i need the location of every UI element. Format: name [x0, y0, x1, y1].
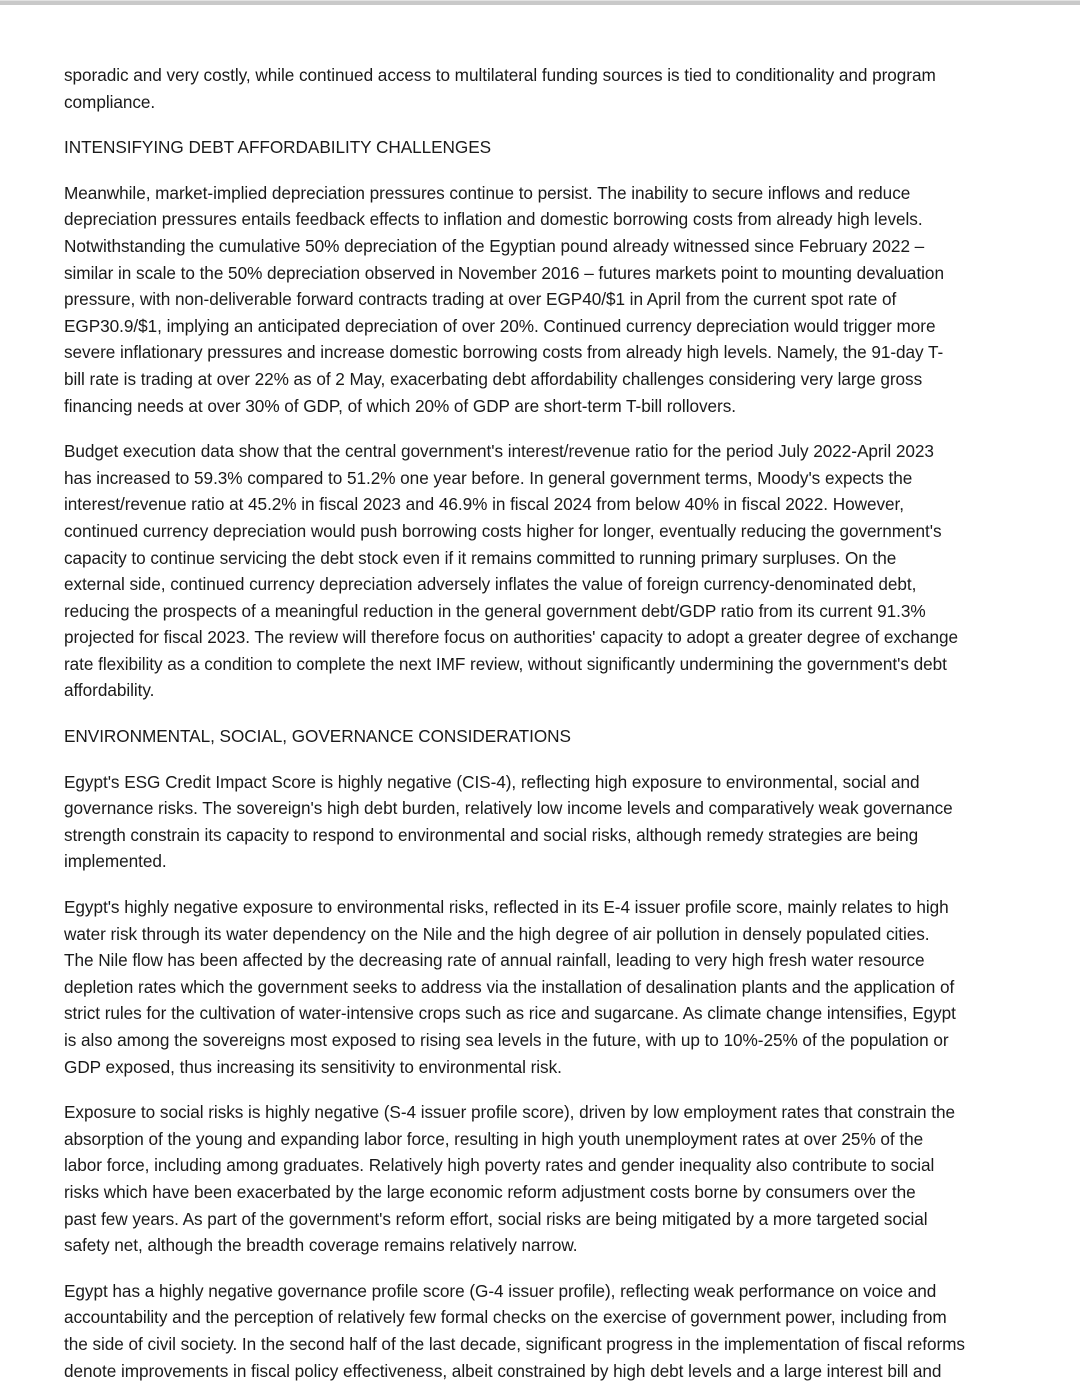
text-line: implemented. — [64, 851, 167, 872]
text-line: depletion rates which the government seeks to address via the installation of desalination plants and the application of — [64, 976, 955, 997]
paragraph — [64, 62, 1020, 115]
text-line: Egypt's ESG Credit Impact Score is highly negative (CIS-4), reflecting high exposure to environmental, social and — [64, 771, 920, 792]
text-line: accountability and the perception of relatively few formal checks on the exercise of government power, including from — [64, 1307, 947, 1328]
text-line: compliance. — [64, 91, 156, 112]
text-line: GDP exposed, thus increasing its sensitivity to environmental risk. — [64, 1056, 562, 1077]
text-line: water risk through its water dependency on the Nile and the high degree of air pollution in densely populated cities. — [64, 923, 930, 944]
text-line: rate flexibility as a condition to complete the next IMF review, without significantly undermining the government's debt — [64, 653, 947, 674]
text-line: has increased to 59.3% compared to 51.2% one year before. In general government terms, Moody's expects the — [64, 467, 913, 488]
text-line: pressure, with non-deliverable forward contracts trading at over EGP40/$1 in April from the current spot rate of — [64, 289, 897, 310]
text-line: sporadic and very costly, while continued access to multilateral funding sources is tied to conditionality and program — [64, 65, 936, 85]
text-line: past few years. As part of the government's reform effort, social risks are being mitigated by a more targeted social — [64, 1208, 928, 1229]
text-line: capacity to continue servicing the debt stock even if it remains committed to running primary surpluses. On the — [64, 547, 897, 568]
text-line: bill rate is trading at over 22% as of 2 May, exacerbating debt affordability challenges considering very large gross — [64, 368, 923, 389]
text-line: financing needs at over 30% of GDP, of which 20% of GDP are short-term T-bill rollovers. — [64, 395, 736, 416]
section-heading — [64, 723, 1020, 750]
text-line: risks which have been exacerbated by the large economic reform adjustment costs borne by consumers over the — [64, 1181, 916, 1202]
text-line: The Nile flow has been affected by the decreasing rate of annual rainfall, leading to very high fresh water resource — [64, 950, 925, 971]
section-heading — [64, 134, 1020, 161]
text-line: projected for fiscal 2023. The review will therefore focus on authorities' capacity to adopt a greater degree of exchange — [64, 627, 959, 648]
text-line: severe inflationary pressures and increase domestic borrowing costs from already high levels. Namely, the 91-day T- — [64, 342, 944, 363]
paragraph — [64, 180, 1020, 419]
text-line: affordability. — [64, 680, 155, 701]
text-line: INTENSIFYING DEBT AFFORDABILITY CHALLENGES — [64, 137, 492, 158]
text-line: similar in scale to the 50% depreciation observed in November 2016 – futures markets point to mounting devaluation — [64, 262, 944, 283]
text-line: the side of civil society. In the second half of the last decade, significant progress in the implementation of fiscal reforms — [64, 1333, 965, 1354]
text-line: Notwithstanding the cumulative 50% depreciation of the Egyptian pound already witnessed since February 2022 – — [64, 235, 925, 256]
text-line: governance risks. The sovereign's high debt burden, relatively low income levels and comparatively weak governance — [64, 798, 953, 819]
paragraph — [64, 438, 1020, 704]
text-line: reducing the prospects of a meaningful reduction in the general government debt/GDP ratio from its current 91.3% — [64, 600, 926, 621]
text-line: continued currency depreciation would push borrowing costs higher for longer, eventually reducing the government's — [64, 520, 942, 541]
paragraph — [64, 769, 1020, 875]
document-body — [64, 62, 1020, 1384]
paragraph — [64, 1278, 1020, 1384]
text-line: absorption of the young and expanding labor force, resulting in high youth unemployment rates at over 25% of the — [64, 1128, 924, 1149]
text-line: Exposure to social risks is highly negative (S-4 issuer profile score), driven by low employment rates that constrain the — [64, 1102, 955, 1123]
text-line: strict rules for the cultivation of water-intensive crops such as rice and sugarcane. As climate change intensifies, Egypt — [64, 1003, 956, 1024]
text-line: EGP30.9/$1, implying an anticipated depreciation of over 20%. Continued currency depreciation would trigger more — [64, 315, 936, 336]
text-line: Meanwhile, market-implied depreciation pressures continue to persist. The inability to secure inflows and reduce — [64, 182, 911, 203]
text-line: labor force, including among graduates. Relatively high poverty rates and gender inequality also contribute to social — [64, 1155, 935, 1176]
text-line: interest/revenue ratio at 45.2% in fiscal 2023 and 46.9% in fiscal 2024 from below 40% in fiscal 2022. However, — [64, 494, 904, 515]
text-line: denote improvements in fiscal policy effectiveness, albeit constrained by high debt levels and a large interest bill and — [64, 1360, 942, 1381]
text-line: strength constrain its capacity to respond to environmental and social risks, although remedy strategies are being — [64, 824, 919, 845]
text-line: ENVIRONMENTAL, SOCIAL, GOVERNANCE CONSIDERATIONS — [64, 726, 571, 747]
paragraph — [64, 894, 1020, 1080]
text-line: Egypt has a highly negative governance profile score (G-4 issuer profile), reflecting weak performance on voice and — [64, 1280, 937, 1301]
text-line: depreciation pressures entails feedback effects to inflation and domestic borrowing costs from already high levels. — [64, 209, 923, 230]
text-line: external side, continued currency depreciation adversely inflates the value of foreign currency-denominated debt, — [64, 574, 917, 595]
text-line: safety net, although the breadth coverage remains relatively narrow. — [64, 1235, 578, 1256]
document-page — [0, 5, 1080, 1384]
paragraph — [64, 1099, 1020, 1259]
text-line: Egypt's highly negative exposure to environmental risks, reflected in its E-4 issuer profile score, mainly relates to high — [64, 897, 949, 918]
text-line: Budget execution data show that the central government's interest/revenue ratio for the period July 2022-April 2023 — [64, 441, 934, 462]
text-line: is also among the sovereigns most exposed to rising sea levels in the future, with up to 10%-25% of the population or — [64, 1030, 949, 1050]
